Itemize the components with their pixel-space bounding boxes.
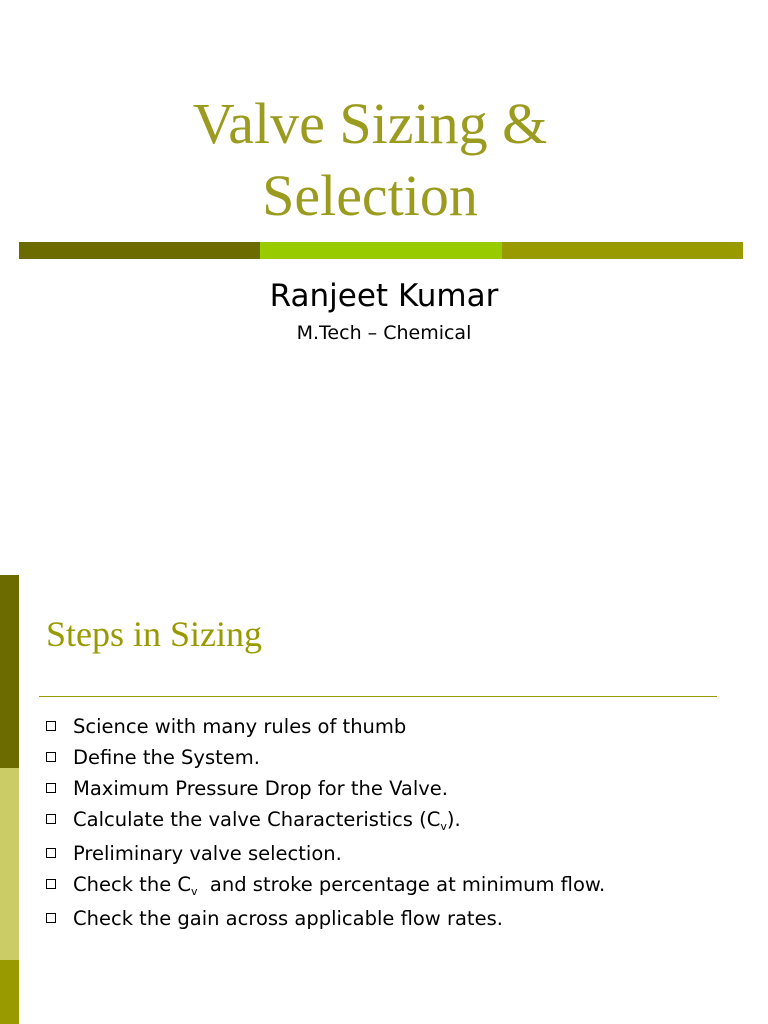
divider-segment-olive: [502, 242, 743, 259]
steps-slide: [0, 575, 768, 1024]
bullet-text-post: ).: [446, 808, 461, 831]
square-bullet-icon: [46, 848, 56, 858]
list-item: [46, 871, 605, 905]
bullet-text: Maximum Pressure Drop for the Valve.: [73, 777, 448, 800]
bullet-text: Preliminary valve selection.: [73, 842, 342, 865]
square-bullet-icon: [46, 879, 56, 889]
steps-heading: Steps in Sizing: [46, 614, 263, 654]
list-item: [46, 713, 605, 744]
square-bullet-icon: [46, 814, 56, 824]
side-segment-olive: [0, 960, 19, 1024]
bullet-text-post: and stroke percentage at minimum flow.: [197, 873, 606, 896]
subscript: v: [191, 885, 198, 898]
heading-rule: [39, 696, 717, 697]
divider-segment-dark: [19, 242, 260, 259]
bullet-text-pre: Check the C: [73, 873, 191, 896]
bullet-text: [73, 871, 605, 906]
title-line-2: Selection: [262, 163, 478, 228]
square-bullet-icon: [46, 752, 56, 762]
author-subtitle: M.Tech – Chemical: [296, 322, 472, 344]
square-bullet-icon: [46, 913, 56, 923]
bullet-list: [46, 713, 605, 936]
author-name: Ranjeet Kumar: [269, 278, 499, 314]
square-bullet-icon: [46, 783, 56, 793]
title-line-1: Valve Sizing &: [192, 91, 548, 156]
slide-title: [0, 88, 740, 232]
bullet-text: Define the System.: [73, 746, 260, 769]
square-bullet-icon: [46, 721, 56, 731]
list-item: [46, 806, 605, 840]
list-item: [46, 840, 605, 871]
bullet-text: Science with many rules of thumb: [73, 715, 407, 738]
bullet-text-pre: Calculate the valve Characteristics (C: [73, 808, 441, 831]
list-item: [46, 744, 605, 775]
bullet-text: Check the gain across applicable flow rates.: [73, 907, 503, 930]
divider-segment-green: [260, 242, 501, 259]
side-segment-dark: [0, 575, 19, 768]
side-segment-light: [0, 768, 19, 960]
subscript: v: [440, 820, 447, 833]
list-item: [46, 905, 605, 936]
side-accent-bar: [0, 575, 19, 1024]
title-divider-bar: [19, 242, 743, 259]
list-item: [46, 775, 605, 806]
bullet-text: [73, 806, 461, 841]
